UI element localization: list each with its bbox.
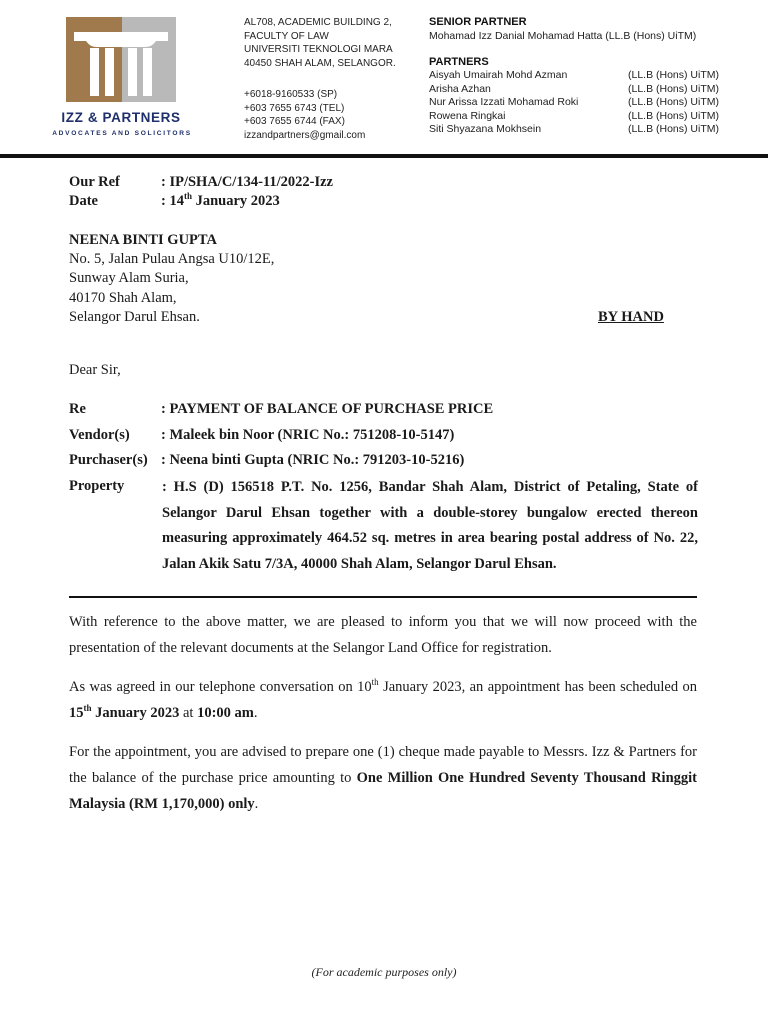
partner-row (429, 110, 719, 123)
section-divider (69, 596, 697, 598)
firm-email[interactable]: izzandpartners@gmail.com (244, 129, 366, 141)
date-label: Date (69, 193, 98, 209)
our-ref-label: Our Ref (69, 174, 120, 190)
senior-partner-heading: SENIOR PARTNER (429, 16, 527, 28)
our-ref-value: : IP/SHA/C/134-11/2022-Izz (161, 174, 333, 190)
phone-tel: +603 7655 6743 (TEL) (244, 102, 345, 114)
address-line: AL708, ACADEMIC BUILDING 2, (244, 17, 392, 28)
firm-contacts (244, 88, 365, 142)
property-value: : H.S (D) 156518 P.T. No. 1256, Bandar Shah Alam, District of Petaling, State of Selangor Darul Ehsan together with a double-storey bungalow erected thereon measuring approximately 464.52 sq. metres in area bearing postal address of No. 22, Jalan Akik Satu 7/3A, 40000 Shah Alam, Selangor Darul Ehsan. (162, 479, 698, 572)
address-line: UNIVERSITI TEKNOLOGI MARA (244, 44, 393, 55)
date-suffix: th (183, 191, 192, 202)
payment-amount: One Million One Hundred Seventy Thousand Ringgit Malaysia (RM 1,170,000) only (69, 770, 697, 812)
re-label: Re (69, 401, 86, 417)
logo-column-flute (105, 48, 114, 96)
partner-qualification: (LL.B (Hons) UiTM) (627, 69, 719, 81)
footer-note: (For academic purposes only) (311, 965, 457, 979)
partners-heading: PARTNERS (429, 56, 489, 68)
vendor-value: : Maleek bin Noor (NRIC No.: 751208-10-5147) (161, 427, 455, 443)
paragraph-text: As was agreed in our telephone conversation on 10 (69, 679, 372, 695)
delivery-method: BY HAND (598, 309, 664, 325)
phone-sp: +6018-9160533 (SP) (244, 89, 338, 100)
purchaser-label: Purchaser(s) (69, 452, 148, 468)
recipient-address-line: No. 5, Jalan Pulau Angsa U10/12E, (69, 251, 275, 267)
partner-qualification: (LL.B (Hons) UiTM) (627, 109, 719, 122)
firm-tagline: ADVOCATES AND SOLICITORS (52, 130, 192, 137)
body-paragraph-2 (69, 674, 697, 726)
logo-column-flute (143, 48, 152, 96)
ordinal-suffix: th (83, 703, 92, 714)
ordinal-suffix: th (371, 677, 379, 688)
partner-qualification: (LL.B (Hons) UiTM) (627, 82, 719, 95)
body-paragraph-3 (69, 739, 697, 817)
paragraph-text: January 2023, an appointment has been scheduled on (378, 679, 697, 695)
recipient-address-line: 40170 Shah Alam, (69, 290, 177, 306)
date-day: : 14 (161, 193, 184, 209)
partner-name: Rowena Ringkai (429, 109, 506, 122)
recipient-address-line: Sunway Alam Suria, (69, 270, 189, 286)
partner-row (429, 83, 719, 96)
partner-name: Nur Arissa Izzati Mohamad Roki (429, 96, 579, 108)
appointment-day: 15 (69, 705, 84, 721)
paragraph-text: . (253, 705, 258, 721)
partner-row (429, 123, 719, 136)
logo-column-flute (90, 48, 99, 96)
appointment-time: 10:00 am (197, 705, 254, 721)
partner-row (429, 96, 719, 109)
firm-name: IZZ & PARTNERS (61, 110, 181, 125)
re-value: : PAYMENT OF BALANCE OF PURCHASE PRICE (161, 401, 494, 417)
recipient-address-line: Selangor Darul Ehsan. (69, 309, 200, 325)
partner-qualification: (LL.B (Hons) UiTM) (627, 96, 719, 108)
firm-logo (66, 17, 176, 102)
body-paragraph-1: With reference to the above matter, we are pleased to inform you that we will now proceed with the presentation of the relevant documents at the Selangor Land Office for registration. (69, 614, 697, 656)
salutation: Dear Sir, (69, 362, 121, 378)
paragraph-text: at (179, 705, 198, 721)
logo-column-flute (128, 48, 137, 96)
senior-partner-name: Mohamad Izz Danial Mohamad Hatta (LL.B (Hons) UiTM) (429, 30, 697, 42)
phone-fax: +603 7655 6744 (FAX) (244, 116, 345, 127)
address-line: FACULTY OF LAW (244, 30, 329, 42)
property-label: Property (69, 478, 125, 494)
recipient-name: NEENA BINTI GUPTA (69, 232, 217, 248)
date-month-year: January 2023 (191, 193, 280, 209)
partner-name: Siti Shyazana Mokhsein (429, 123, 542, 135)
header-divider (0, 154, 768, 158)
partner-qualification: (LL.B (Hons) UiTM) (627, 123, 719, 135)
partner-name: Aisyah Umairah Mohd Azman (429, 69, 568, 81)
appointment-month-year: January 2023 (91, 705, 180, 721)
letter-date (161, 192, 280, 210)
firm-address (244, 16, 396, 70)
purchaser-value: : Neena binti Gupta (NRIC No.: 791203-10-5216) (161, 452, 465, 468)
paragraph-text: For the appointment, you are advised to prepare one (1) cheque made payable to Messrs. Izz & Partners for the balance of the purchase price amounting to (69, 744, 697, 786)
paragraph-text: . (254, 796, 259, 812)
vendor-label: Vendor(s) (69, 427, 130, 443)
partner-name: Arisha Azhan (429, 82, 491, 95)
address-line: 40450 SHAH ALAM, SELANGOR. (244, 57, 396, 69)
partner-row (429, 69, 719, 82)
